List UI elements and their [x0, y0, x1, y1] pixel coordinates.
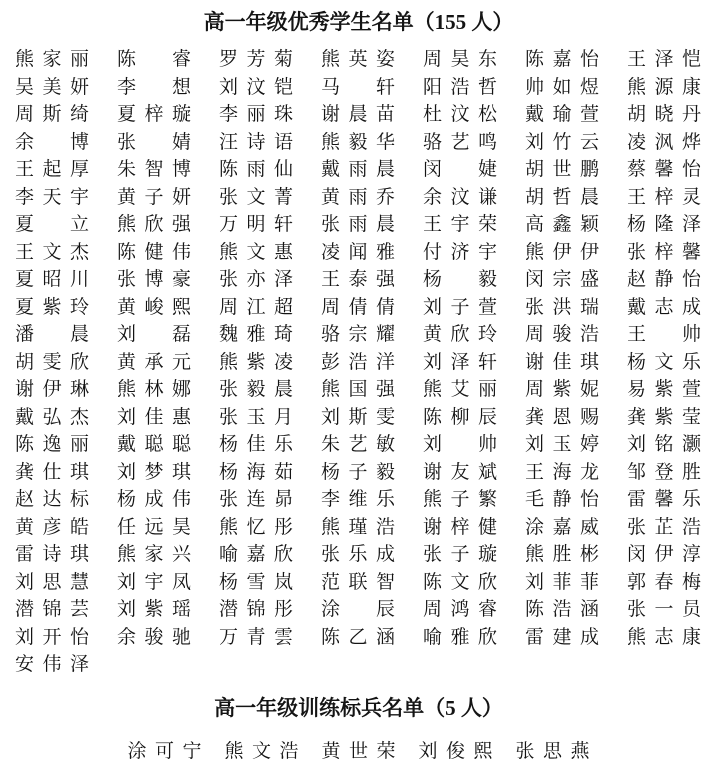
student-name: 陈文欣 — [423, 571, 497, 593]
student-name: 李丽珠 — [219, 104, 293, 125]
student-name: 刘子萱 — [423, 296, 497, 318]
honor-list-grid — [0, 35, 717, 679]
student-name: 闵伊淳 — [627, 544, 701, 565]
student-name: 刘宇凤 — [117, 571, 191, 593]
student-name: 陈雨仙 — [219, 159, 293, 180]
student-name: 范联智 — [321, 571, 395, 593]
student-name: 王帅 — [627, 324, 701, 345]
student-name: 张亦泽 — [219, 269, 293, 290]
student-name: 周鸿睿 — [423, 599, 497, 620]
student-name: 熊国强 — [321, 379, 395, 400]
student-name: 夏昭川 — [15, 269, 89, 290]
student-name: 刘思慧 — [15, 571, 89, 593]
student-name: 余汶谦 — [423, 186, 497, 208]
student-name: 谢佳琪 — [525, 351, 599, 373]
student-name: 刘紫瑶 — [117, 599, 191, 620]
student-name: 王起厚 — [15, 159, 89, 180]
student-name: 吴美妍 — [15, 76, 89, 98]
student-name: 熊子繁 — [423, 489, 497, 510]
student-name: 阳浩哲 — [423, 76, 497, 98]
student-name: 龚仕琪 — [15, 461, 89, 483]
student-name: 陈柳辰 — [423, 406, 497, 428]
student-name: 余博 — [15, 131, 89, 153]
student-name: 黄子妍 — [117, 186, 191, 208]
student-name: 赵静怡 — [627, 269, 701, 290]
student-name: 刘泽轩 — [423, 351, 497, 373]
training-student-name: 熊文浩 — [224, 740, 299, 762]
student-name: 蔡馨怡 — [627, 159, 701, 180]
student-name: 戴雨晨 — [321, 159, 395, 180]
student-name: 杨佳乐 — [219, 434, 293, 455]
student-name: 张芷浩 — [627, 516, 701, 538]
student-name: 周紫妮 — [525, 379, 599, 400]
student-name: 黄峻熙 — [117, 296, 191, 318]
training-student-name: 刘俊熙 — [418, 740, 493, 762]
student-name: 罗芳菊 — [219, 49, 293, 70]
student-name: 万明轩 — [219, 214, 293, 235]
student-name: 郭春梅 — [627, 571, 701, 593]
student-name: 陈健伟 — [117, 241, 191, 263]
student-name: 王梓灵 — [627, 186, 701, 208]
student-name: 凌闻雅 — [321, 241, 395, 263]
student-name: 刘佳惠 — [117, 406, 191, 428]
student-name: 刘磊 — [117, 324, 191, 345]
student-name: 刘开怡 — [15, 626, 89, 648]
student-name: 王泰强 — [321, 269, 395, 290]
student-name: 胡世鹏 — [525, 159, 599, 180]
student-name: 张婧 — [117, 131, 191, 153]
student-name: 熊瑾浩 — [321, 516, 395, 538]
student-name: 黄承元 — [117, 351, 191, 373]
student-name: 刘铭灏 — [627, 434, 701, 455]
student-name: 熊家兴 — [117, 544, 191, 565]
student-name: 涂嘉威 — [525, 516, 599, 538]
student-name: 毛静怡 — [525, 489, 599, 510]
student-name: 戴弘杰 — [15, 406, 89, 428]
student-name: 潜锦彤 — [219, 599, 293, 620]
student-name: 刘帅 — [423, 434, 497, 455]
student-name: 杨隆泽 — [627, 214, 701, 235]
honor-list-column-4 — [321, 46, 395, 679]
student-name: 刘梦琪 — [117, 461, 191, 483]
student-name: 龚紫莹 — [627, 406, 701, 428]
student-name: 雷建成 — [525, 626, 599, 648]
student-name: 闵婕 — [423, 159, 497, 180]
student-name: 周骏浩 — [525, 324, 599, 345]
student-name: 熊家丽 — [15, 49, 89, 70]
student-name: 戴聪聪 — [117, 434, 191, 455]
student-name: 涂辰 — [321, 599, 395, 620]
student-name: 熊英姿 — [321, 49, 395, 70]
student-name: 陈逸丽 — [15, 434, 89, 455]
student-name: 潜锦芸 — [15, 599, 89, 620]
student-name: 刘菲菲 — [525, 571, 599, 593]
student-name: 潘晨 — [15, 324, 89, 345]
student-name: 付济宇 — [423, 241, 497, 263]
honor-list-column-2 — [117, 46, 191, 679]
student-name: 戴瑜萱 — [525, 104, 599, 125]
student-name: 胡晓丹 — [627, 104, 701, 125]
student-name: 张雨晨 — [321, 214, 395, 235]
student-name: 闵宗盛 — [525, 269, 599, 290]
student-name: 黄彦皓 — [15, 516, 89, 538]
student-name: 杨成伟 — [117, 489, 191, 510]
student-name: 周昊东 — [423, 49, 497, 70]
honor-list-column-3 — [219, 46, 293, 679]
student-name: 骆艺鸣 — [423, 131, 497, 153]
student-name: 陈浩涵 — [525, 599, 599, 620]
student-name: 杨雪岚 — [219, 571, 293, 593]
student-name: 彭浩洋 — [321, 351, 395, 373]
student-name: 刘汶铠 — [219, 76, 293, 98]
honor-list-column-6 — [525, 46, 599, 679]
student-name: 王宇荣 — [423, 214, 497, 235]
student-name: 李想 — [117, 76, 191, 98]
training-student-name: 涂可宁 — [127, 740, 202, 762]
student-name: 刘斯雯 — [321, 406, 395, 428]
student-name: 马轩 — [321, 76, 395, 98]
student-name: 张一员 — [627, 599, 701, 620]
student-name: 张乐成 — [321, 544, 395, 565]
student-name: 熊伊伊 — [525, 241, 599, 263]
student-name: 杨海茹 — [219, 461, 293, 483]
student-name: 张梓馨 — [627, 241, 701, 263]
student-name: 熊忆彤 — [219, 516, 293, 538]
student-name: 帅如煜 — [525, 76, 599, 98]
training-list-row — [0, 738, 717, 766]
student-name: 万青雲 — [219, 626, 293, 648]
student-name: 张博豪 — [117, 269, 191, 290]
training-student-name: 张思燕 — [515, 740, 590, 762]
student-name: 张玉月 — [219, 406, 293, 428]
student-name: 熊源康 — [627, 76, 701, 98]
student-name: 杨子毅 — [321, 461, 395, 483]
student-name: 王文杰 — [15, 241, 89, 263]
honor-list-column-7 — [627, 46, 701, 679]
student-name: 凌沨烨 — [627, 131, 701, 153]
student-name: 雷馨乐 — [627, 489, 701, 510]
student-name: 陈乙涵 — [321, 626, 395, 648]
student-name: 周江超 — [219, 296, 293, 318]
student-name: 黄欣玲 — [423, 324, 497, 345]
training-list-title: 高一年级训练标兵名单（5 人） — [214, 695, 503, 720]
student-name: 邹登胜 — [627, 461, 701, 483]
student-name: 李维乐 — [321, 489, 395, 510]
student-name: 喻雅欣 — [423, 626, 497, 648]
student-name: 夏紫玲 — [15, 296, 89, 318]
student-name: 戴志成 — [627, 296, 701, 318]
student-name: 汪诗语 — [219, 131, 293, 153]
student-name: 杨文乐 — [627, 351, 701, 373]
student-name: 余骏驰 — [117, 626, 191, 648]
student-name: 周倩倩 — [321, 296, 395, 318]
student-name: 张连昴 — [219, 489, 293, 510]
honor-list-column-1 — [15, 46, 89, 679]
student-name: 陈睿 — [117, 49, 191, 70]
student-name: 杜汶松 — [423, 104, 497, 125]
student-name: 刘竹云 — [525, 131, 599, 153]
student-name: 熊艾丽 — [423, 379, 497, 400]
student-name: 朱智博 — [117, 159, 191, 180]
student-name: 胡哲晨 — [525, 186, 599, 208]
student-name: 王海龙 — [525, 461, 599, 483]
student-name: 易紫萱 — [627, 379, 701, 400]
student-name: 夏梓璇 — [117, 104, 191, 125]
student-name: 安伟泽 — [15, 654, 89, 675]
student-name: 张文菁 — [219, 186, 293, 208]
student-name: 王泽恺 — [627, 49, 701, 70]
student-name: 陈嘉怡 — [525, 49, 599, 70]
student-name: 任远昊 — [117, 516, 191, 538]
student-name: 朱艺敏 — [321, 434, 395, 455]
student-name: 熊文惠 — [219, 241, 293, 263]
student-name: 张子璇 — [423, 544, 497, 565]
student-name: 龚恩赐 — [525, 406, 599, 428]
student-name: 熊林娜 — [117, 379, 191, 400]
training-student-name: 黄世荣 — [321, 740, 396, 762]
student-name: 熊毅华 — [321, 131, 395, 153]
student-name: 熊欣强 — [117, 214, 191, 235]
student-name: 赵达标 — [15, 489, 89, 510]
student-name: 李天宇 — [15, 186, 89, 208]
student-name: 谢晨苗 — [321, 104, 395, 125]
honor-list-column-5 — [423, 46, 497, 679]
student-name: 魏雅琦 — [219, 324, 293, 345]
student-name: 夏立 — [15, 214, 89, 235]
student-name: 雷诗琪 — [15, 544, 89, 565]
student-name: 杨毅 — [423, 269, 497, 290]
student-name: 周斯绮 — [15, 104, 89, 125]
student-name: 谢伊琳 — [15, 379, 89, 400]
student-name: 刘玉婷 — [525, 434, 599, 455]
student-name: 喻嘉欣 — [219, 544, 293, 565]
student-name: 谢梓健 — [423, 516, 497, 538]
student-name: 张毅晨 — [219, 379, 293, 400]
student-name: 熊紫凌 — [219, 351, 293, 373]
student-name: 熊志康 — [627, 626, 701, 648]
student-name: 张洪瑞 — [525, 296, 599, 318]
student-name: 骆宗耀 — [321, 324, 395, 345]
student-name: 谢友斌 — [423, 461, 497, 483]
student-name: 胡雯欣 — [15, 351, 89, 373]
student-name: 黄雨乔 — [321, 186, 395, 208]
honor-list-title: 高一年级优秀学生名单（155 人） — [203, 10, 514, 34]
student-name: 熊胜彬 — [525, 544, 599, 565]
student-name: 高鑫颖 — [525, 214, 599, 235]
